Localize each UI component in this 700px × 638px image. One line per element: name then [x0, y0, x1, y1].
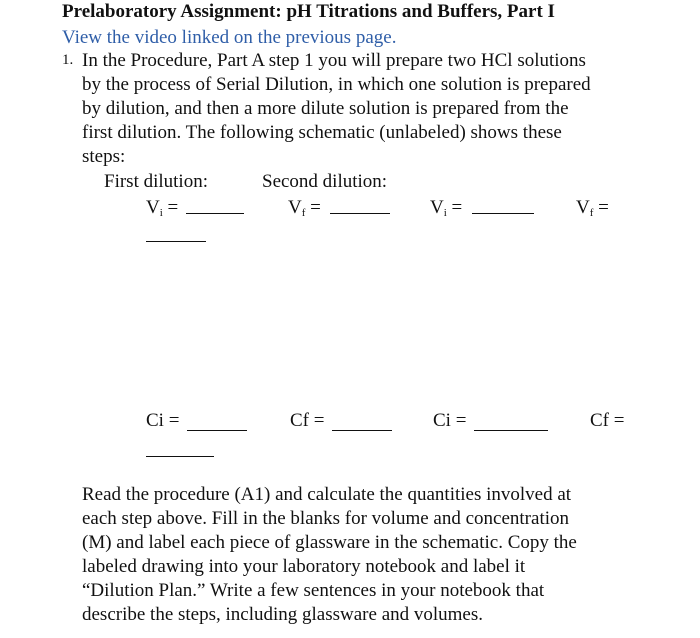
vi-label-1: $V_i$ = — [146, 197, 179, 219]
cf-label-1: Cf = — [290, 410, 325, 431]
instructions-line-6: describe the steps, including glassware and volumes. — [82, 604, 484, 625]
vi-label-2: $V_i$ = — [430, 197, 463, 219]
vf-blank-2[interactable] — [146, 241, 206, 242]
vf-blank-1[interactable] — [330, 213, 390, 214]
vi-blank-1[interactable] — [186, 213, 244, 214]
cf-blank-1[interactable] — [332, 430, 392, 431]
instructions-line-3: (M) and label each piece of glassware in the schematic. Copy the — [82, 532, 577, 553]
ci-blank-1[interactable] — [187, 430, 247, 431]
ci-label-1: Ci = — [146, 410, 180, 431]
ci-label-2: Ci = — [433, 410, 467, 431]
instructions-line-4: labeled drawing into your laboratory notebook and label it — [82, 556, 526, 577]
question-line-3: by dilution, and then a more dilute solution is prepared from the — [82, 98, 569, 119]
cf-label-2: Cf = — [590, 410, 625, 431]
question-line-5: steps: — [82, 146, 126, 167]
first-dilution-label: First dilution: — [104, 171, 208, 192]
question-line-2: by the process of Serial Dilution, in which one solution is prepared — [82, 74, 591, 95]
instructions-line-1: Read the procedure (A1) and calculate the quantities involved at — [82, 484, 572, 505]
question-line-4: first dilution. The following schematic (unlabeled) shows these — [82, 122, 562, 143]
vi-blank-2[interactable] — [472, 213, 534, 214]
ci-blank-2[interactable] — [474, 430, 548, 431]
page-title: Prelaboratory Assignment: pH Titrations and Buffers, Part I — [62, 1, 555, 22]
second-dilution-label: Second dilution: — [262, 171, 388, 192]
video-link[interactable]: View the video linked on the previous page. — [62, 27, 397, 48]
question-line-1: In the Procedure, Part A step 1 you will prepare two HCl solutions — [82, 50, 586, 71]
question-number: 1. — [62, 52, 74, 68]
vf-label-1: $V_f$ = — [288, 197, 321, 219]
vf-label-2: $V_f$ = — [576, 197, 609, 219]
cf-blank-2[interactable] — [146, 456, 214, 457]
instructions-line-5: “Dilution Plan.” Write a few sentences in your notebook that — [82, 580, 545, 601]
instructions-line-2: each step above. Fill in the blanks for volume and concentration — [82, 508, 569, 529]
